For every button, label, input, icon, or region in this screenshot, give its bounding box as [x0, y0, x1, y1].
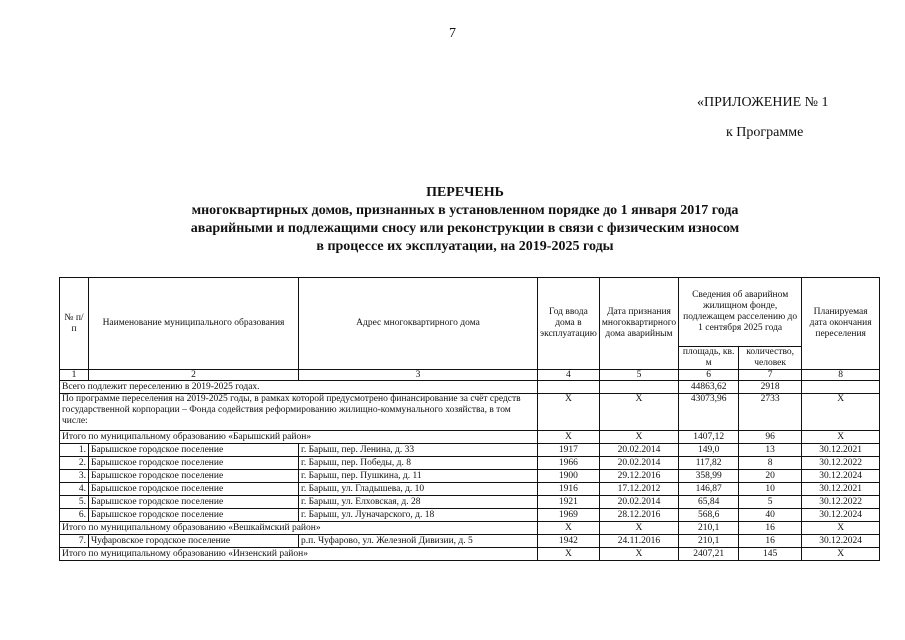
row-municipality: Барышское городское поселение [89, 457, 299, 470]
row-year: 1921 [538, 496, 600, 509]
column-number: 6 [679, 370, 739, 381]
row-plan: 30.12.2024 [802, 535, 880, 548]
row-municipality: Барышское городское поселение [89, 496, 299, 509]
group-people: 16 [739, 522, 802, 535]
row-year: 1916 [538, 483, 600, 496]
group-plan: X [802, 548, 880, 561]
row-municipality: Барышское городское поселение [89, 483, 299, 496]
row-number: 7. [60, 535, 89, 548]
group-total-row [60, 548, 880, 561]
group-year: X [538, 522, 600, 535]
group-year: X [538, 431, 600, 444]
program-year: X [538, 394, 600, 431]
row-year: 1969 [538, 509, 600, 522]
header-plan: Планируемая дата окончания переселения [802, 278, 880, 370]
program-row [60, 394, 880, 431]
row-address: г. Барыш, ул. Гладышева, д. 10 [299, 483, 538, 496]
row-date: 17.12.2012 [599, 483, 678, 496]
group-total-row [60, 522, 880, 535]
header-municipality: Наименование муниципального образования [89, 278, 299, 370]
row-municipality: Барышское городское поселение [89, 444, 299, 457]
row-date: 20.02.2014 [599, 444, 678, 457]
group-area: 2407,21 [679, 548, 739, 561]
row-date: 20.02.2014 [599, 496, 678, 509]
row-number: 1. [60, 444, 89, 457]
row-year: 1900 [538, 470, 600, 483]
group-total-row [60, 431, 880, 444]
program-people: 2733 [739, 394, 802, 431]
row-municipality: Барышское городское поселение [89, 470, 299, 483]
group-people: 145 [739, 548, 802, 561]
row-people: 20 [739, 470, 802, 483]
row-plan: 30.12.2021 [802, 444, 880, 457]
row-area: 146,87 [679, 483, 739, 496]
row-area: 568,6 [679, 509, 739, 522]
row-number: 5. [60, 496, 89, 509]
table-row [60, 457, 880, 470]
program-label: По программе переселения на 2019-2025 годы, в рамках которой предусмотрено финансирование за счёт средств государственной корпорации – Фонда содействия реформированию жилищно-коммунального хозяйства, в том числе: [60, 394, 538, 431]
table-row [60, 470, 880, 483]
group-area: 1407,12 [679, 431, 739, 444]
title-line-4: в процессе их эксплуатации, на 2019-2025 годы [316, 239, 614, 254]
column-number: 1 [60, 370, 89, 381]
row-people: 8 [739, 457, 802, 470]
row-people: 13 [739, 444, 802, 457]
total-label: Всего подлежит переселению в 2019-2025 годах. [60, 381, 538, 394]
total-people: 2918 [739, 381, 802, 394]
housing-table [59, 277, 880, 561]
header-year: Год ввода дома в эксплуатацию [538, 278, 600, 370]
row-people: 40 [739, 509, 802, 522]
column-number: 3 [299, 370, 538, 381]
row-address: р.п. Чуфарово, ул. Железной Дивизии, д. 5 [299, 535, 538, 548]
total-date [599, 381, 678, 394]
column-number: 4 [538, 370, 600, 381]
row-address: г. Барыш, ул. Луначарского, д. 18 [299, 509, 538, 522]
row-number: 6. [60, 509, 89, 522]
row-municipality: Чуфаровское городское поселение [89, 535, 299, 548]
row-area: 65,84 [679, 496, 739, 509]
page-number: 7 [449, 26, 456, 41]
program-date: X [599, 394, 678, 431]
column-number: 5 [599, 370, 678, 381]
group-label: Итого по муниципальному образованию «Вешкаймский район» [60, 522, 538, 535]
title-line-3: аварийными и подлежащими сносу или реконструкции в связи с физическим износом [190, 221, 740, 236]
program-reference: к Программе [726, 125, 804, 140]
column-number-row [60, 370, 880, 381]
row-area: 117,82 [679, 457, 739, 470]
row-date: 20.02.2014 [599, 457, 678, 470]
group-label: Итого по муниципальному образованию «Барышский район» [60, 431, 538, 444]
column-number: 2 [89, 370, 299, 381]
row-date: 24.11.2016 [599, 535, 678, 548]
row-people: 10 [739, 483, 802, 496]
row-area: 149,0 [679, 444, 739, 457]
row-year: 1942 [538, 535, 600, 548]
header-info: Сведения об аварийном жилищном фонде, подлежащем расселению до 1 сентября 2025 года [679, 278, 802, 347]
group-area: 210,1 [679, 522, 739, 535]
table-row [60, 444, 880, 457]
table-row [60, 535, 880, 548]
title-line-2: многоквартирных домов, признанных в установленном порядке до 1 января 2017 года [191, 203, 739, 218]
column-number: 7 [739, 370, 802, 381]
group-date: X [599, 431, 678, 444]
total-plan [802, 381, 880, 394]
row-area: 358,99 [679, 470, 739, 483]
header-address: Адрес многоквартирного дома [299, 278, 538, 370]
row-plan: 30.12.2022 [802, 496, 880, 509]
row-address: г. Барыш, ул. Елховская, д. 28 [299, 496, 538, 509]
header-row [60, 278, 880, 347]
row-year: 1966 [538, 457, 600, 470]
header-num: № п/п [60, 278, 89, 370]
row-area: 210,1 [679, 535, 739, 548]
total-area: 44863,62 [679, 381, 739, 394]
header-area: площадь, кв. м [679, 347, 739, 370]
appendix-label: «ПРИЛОЖЕНИЕ № 1 [697, 95, 829, 110]
row-municipality: Барышское городское поселение [89, 509, 299, 522]
program-area: 43073,96 [679, 394, 739, 431]
group-label: Итого по муниципальному образованию «Инзенский район» [60, 548, 538, 561]
header-date: Дата признания многоквартирного дома аварийным [599, 278, 678, 370]
program-plan: X [802, 394, 880, 431]
column-number: 8 [802, 370, 880, 381]
header-people: количество, человек [739, 347, 802, 370]
row-plan: 30.12.2024 [802, 509, 880, 522]
row-people: 16 [739, 535, 802, 548]
total-year [538, 381, 600, 394]
group-year: X [538, 548, 600, 561]
total-row [60, 381, 880, 394]
title-line-1: ПЕРЕЧЕНЬ [426, 185, 504, 200]
row-number: 4. [60, 483, 89, 496]
row-people: 5 [739, 496, 802, 509]
group-date: X [599, 522, 678, 535]
row-date: 29.12.2016 [599, 470, 678, 483]
group-plan: X [802, 431, 880, 444]
row-number: 3. [60, 470, 89, 483]
table-row [60, 509, 880, 522]
row-number: 2. [60, 457, 89, 470]
row-plan: 30.12.2024 [802, 470, 880, 483]
row-address: г. Барыш, пер. Пушкина, д. 11 [299, 470, 538, 483]
table-row [60, 496, 880, 509]
row-date: 28.12.2016 [599, 509, 678, 522]
row-plan: 30.12.2022 [802, 457, 880, 470]
group-date: X [599, 548, 678, 561]
group-plan: X [802, 522, 880, 535]
row-address: г. Барыш, пер. Победы, д. 8 [299, 457, 538, 470]
row-year: 1917 [538, 444, 600, 457]
row-plan: 30.12.2021 [802, 483, 880, 496]
row-address: г. Барыш, пер. Ленина, д. 33 [299, 444, 538, 457]
document-title [100, 184, 830, 256]
table-row [60, 483, 880, 496]
group-people: 96 [739, 431, 802, 444]
